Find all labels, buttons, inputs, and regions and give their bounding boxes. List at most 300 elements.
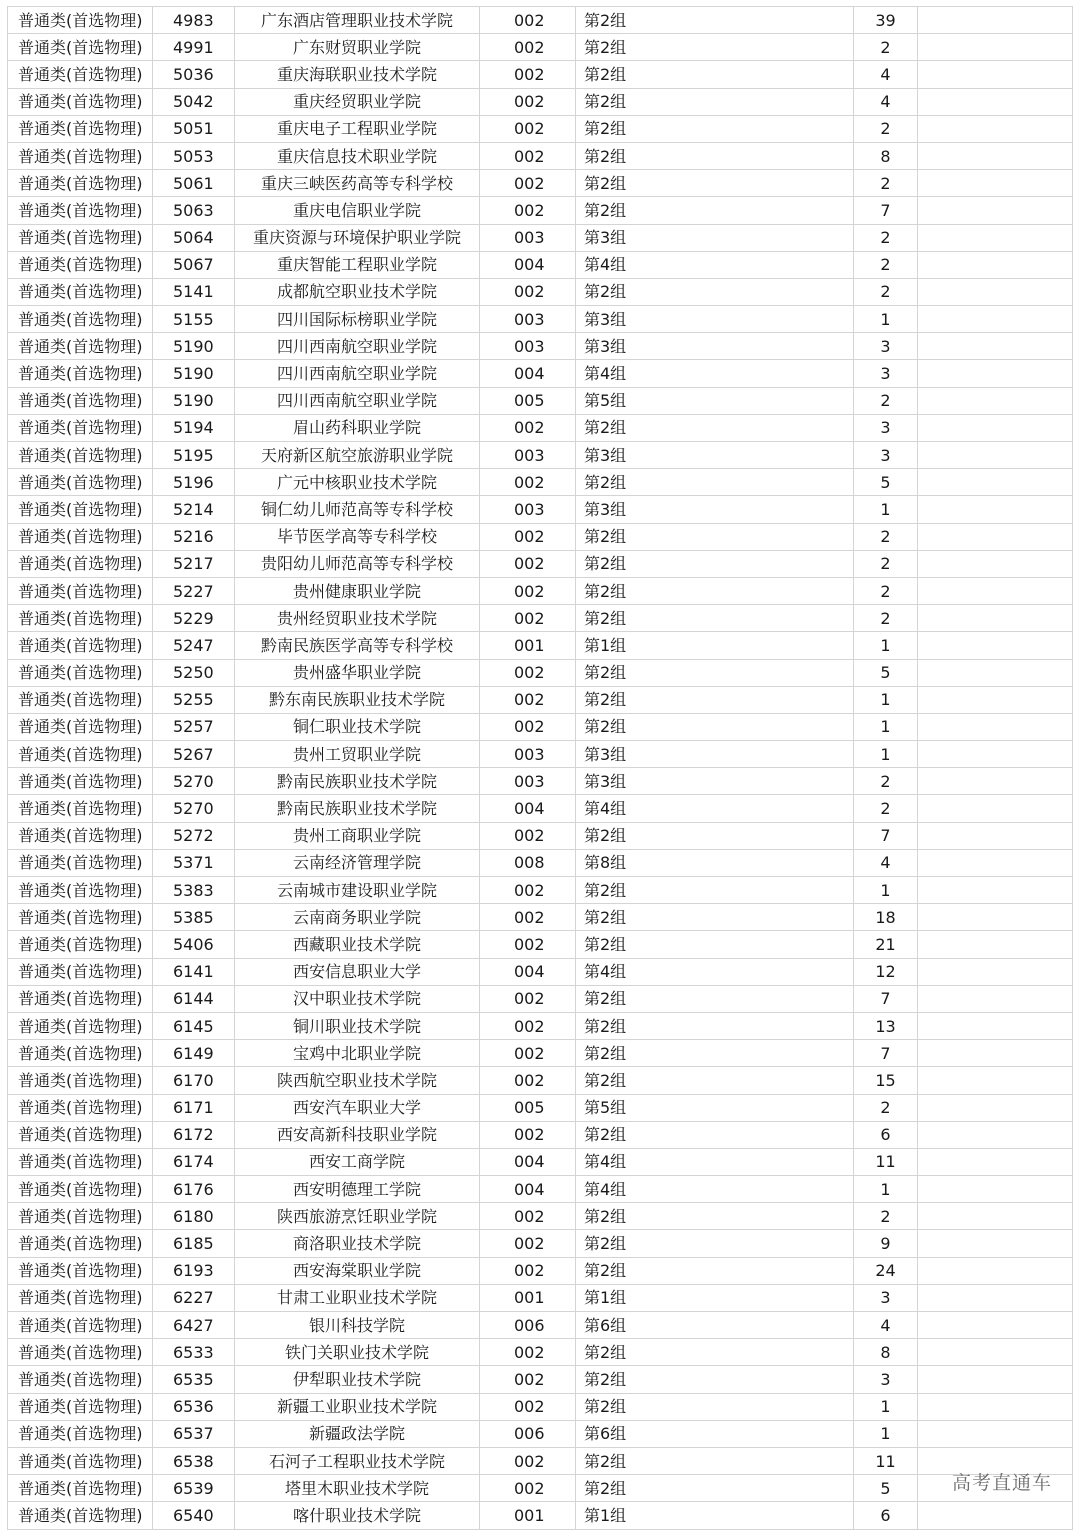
plan-count-cell: 4 <box>854 849 918 876</box>
school-name-cell: 成都航空职业技术学院 <box>235 278 480 305</box>
school-name-cell: 陕西旅游烹饪职业学院 <box>235 1203 480 1230</box>
school-code-cell: 5371 <box>153 849 235 876</box>
table-row <box>8 1312 1073 1339</box>
empty-cell <box>918 306 1073 333</box>
plan-count-cell: 2 <box>854 224 918 251</box>
group-code-cell: 002 <box>480 34 576 61</box>
group-code-cell: 002 <box>480 1012 576 1039</box>
category-cell: 普通类(首选物理) <box>8 278 153 305</box>
empty-cell <box>918 768 1073 795</box>
group-name-cell: 第4组 <box>576 1148 854 1175</box>
school-code-cell: 5270 <box>153 795 235 822</box>
group-name-cell: 第2组 <box>576 985 854 1012</box>
school-name-cell: 重庆海联职业技术学院 <box>235 61 480 88</box>
group-code-cell: 006 <box>480 1420 576 1447</box>
plan-count-cell: 1 <box>854 1420 918 1447</box>
group-name-cell: 第2组 <box>576 1040 854 1067</box>
category-cell: 普通类(首选物理) <box>8 577 153 604</box>
plan-count-cell: 1 <box>854 1393 918 1420</box>
category-cell: 普通类(首选物理) <box>8 496 153 523</box>
plan-count-cell: 5 <box>854 469 918 496</box>
empty-cell <box>918 224 1073 251</box>
plan-count-cell: 1 <box>854 686 918 713</box>
plan-count-cell: 3 <box>854 333 918 360</box>
category-cell: 普通类(首选物理) <box>8 1176 153 1203</box>
table-row <box>8 34 1073 61</box>
group-name-cell: 第6组 <box>576 1420 854 1447</box>
table-row <box>8 142 1073 169</box>
category-cell: 普通类(首选物理) <box>8 931 153 958</box>
table-row <box>8 197 1073 224</box>
empty-cell <box>918 1148 1073 1175</box>
school-code-cell: 4991 <box>153 34 235 61</box>
school-name-cell: 喀什职业技术学院 <box>235 1502 480 1529</box>
school-name-cell: 甘肃工业职业技术学院 <box>235 1284 480 1311</box>
group-code-cell: 003 <box>480 306 576 333</box>
group-name-cell: 第3组 <box>576 224 854 251</box>
empty-cell <box>918 958 1073 985</box>
plan-count-cell: 3 <box>854 360 918 387</box>
school-name-cell: 银川科技学院 <box>235 1312 480 1339</box>
group-code-cell: 002 <box>480 1203 576 1230</box>
plan-count-cell: 2 <box>854 387 918 414</box>
category-cell: 普通类(首选物理) <box>8 34 153 61</box>
table-row <box>8 414 1073 441</box>
school-name-cell: 西安明德理工学院 <box>235 1176 480 1203</box>
school-name-cell: 铁门关职业技术学院 <box>235 1339 480 1366</box>
empty-cell <box>918 523 1073 550</box>
category-cell: 普通类(首选物理) <box>8 387 153 414</box>
table-row <box>8 795 1073 822</box>
plan-count-cell: 2 <box>854 251 918 278</box>
group-code-cell: 002 <box>480 1121 576 1148</box>
table-row <box>8 713 1073 740</box>
group-name-cell: 第2组 <box>576 170 854 197</box>
school-code-cell: 5061 <box>153 170 235 197</box>
group-name-cell: 第3组 <box>576 306 854 333</box>
empty-cell <box>918 387 1073 414</box>
empty-cell <box>918 1420 1073 1447</box>
school-name-cell: 云南经济管理学院 <box>235 849 480 876</box>
table-row <box>8 877 1073 904</box>
school-name-cell: 西安高新科技职业学院 <box>235 1121 480 1148</box>
group-code-cell: 002 <box>480 550 576 577</box>
plan-count-cell: 1 <box>854 496 918 523</box>
table-row <box>8 1393 1073 1420</box>
school-name-cell: 重庆三峡医药高等专科学校 <box>235 170 480 197</box>
table-row <box>8 1148 1073 1175</box>
plan-count-cell: 2 <box>854 34 918 61</box>
school-code-cell: 5155 <box>153 306 235 333</box>
group-name-cell: 第2组 <box>576 686 854 713</box>
empty-cell <box>918 278 1073 305</box>
table-row <box>8 306 1073 333</box>
table-row <box>8 1475 1073 1502</box>
plan-count-cell: 2 <box>854 1203 918 1230</box>
school-code-cell: 5406 <box>153 931 235 958</box>
category-cell: 普通类(首选物理) <box>8 1067 153 1094</box>
table-row <box>8 1067 1073 1094</box>
table-row <box>8 822 1073 849</box>
school-name-cell: 重庆信息技术职业学院 <box>235 142 480 169</box>
school-code-cell: 5141 <box>153 278 235 305</box>
admission-table <box>7 6 1073 1530</box>
school-name-cell: 陕西航空职业技术学院 <box>235 1067 480 1094</box>
group-code-cell: 002 <box>480 88 576 115</box>
group-name-cell: 第5组 <box>576 387 854 414</box>
school-code-cell: 5042 <box>153 88 235 115</box>
school-code-cell: 6144 <box>153 985 235 1012</box>
table-row <box>8 1339 1073 1366</box>
plan-count-cell: 13 <box>854 1012 918 1039</box>
school-name-cell: 重庆电子工程职业学院 <box>235 115 480 142</box>
category-cell: 普通类(首选物理) <box>8 469 153 496</box>
group-code-cell: 003 <box>480 333 576 360</box>
school-code-cell: 5385 <box>153 904 235 931</box>
group-code-cell: 005 <box>480 387 576 414</box>
table-row <box>8 605 1073 632</box>
category-cell: 普通类(首选物理) <box>8 1502 153 1529</box>
group-name-cell: 第2组 <box>576 577 854 604</box>
plan-count-cell: 9 <box>854 1230 918 1257</box>
group-name-cell: 第1组 <box>576 1284 854 1311</box>
school-name-cell: 重庆电信职业学院 <box>235 197 480 224</box>
plan-count-cell: 4 <box>854 61 918 88</box>
table-row <box>8 7 1073 34</box>
school-code-cell: 5217 <box>153 550 235 577</box>
group-code-cell: 002 <box>480 1339 576 1366</box>
school-code-cell: 6538 <box>153 1447 235 1474</box>
group-code-cell: 002 <box>480 1230 576 1257</box>
category-cell: 普通类(首选物理) <box>8 7 153 34</box>
category-cell: 普通类(首选物理) <box>8 632 153 659</box>
category-cell: 普通类(首选物理) <box>8 142 153 169</box>
school-name-cell: 西安工商学院 <box>235 1148 480 1175</box>
school-name-cell: 重庆资源与环境保护职业学院 <box>235 224 480 251</box>
table-row <box>8 1284 1073 1311</box>
table-row <box>8 1121 1073 1148</box>
group-name-cell: 第3组 <box>576 741 854 768</box>
group-name-cell: 第2组 <box>576 1475 854 1502</box>
school-code-cell: 5257 <box>153 713 235 740</box>
plan-count-cell: 7 <box>854 985 918 1012</box>
plan-count-cell: 1 <box>854 713 918 740</box>
school-code-cell: 6427 <box>153 1312 235 1339</box>
group-code-cell: 002 <box>480 115 576 142</box>
group-name-cell: 第2组 <box>576 1012 854 1039</box>
category-cell: 普通类(首选物理) <box>8 985 153 1012</box>
empty-cell <box>918 1040 1073 1067</box>
table-row <box>8 1040 1073 1067</box>
empty-cell <box>918 469 1073 496</box>
category-cell: 普通类(首选物理) <box>8 1121 153 1148</box>
school-code-cell: 4983 <box>153 7 235 34</box>
group-name-cell: 第2组 <box>576 197 854 224</box>
group-name-cell: 第2组 <box>576 904 854 931</box>
group-name-cell: 第2组 <box>576 713 854 740</box>
table-row <box>8 496 1073 523</box>
school-code-cell: 5063 <box>153 197 235 224</box>
school-name-cell: 贵州经贸职业技术学院 <box>235 605 480 632</box>
group-name-cell: 第2组 <box>576 1257 854 1284</box>
plan-count-cell: 3 <box>854 442 918 469</box>
empty-cell <box>918 1393 1073 1420</box>
school-name-cell: 四川西南航空职业学院 <box>235 333 480 360</box>
school-code-cell: 5190 <box>153 360 235 387</box>
school-name-cell: 黔南民族职业技术学院 <box>235 795 480 822</box>
empty-cell <box>918 1012 1073 1039</box>
school-code-cell: 6533 <box>153 1339 235 1366</box>
group-name-cell: 第2组 <box>576 142 854 169</box>
school-name-cell: 眉山药科职业学院 <box>235 414 480 441</box>
plan-count-cell: 2 <box>854 768 918 795</box>
category-cell: 普通类(首选物理) <box>8 1257 153 1284</box>
table-row <box>8 659 1073 686</box>
school-code-cell: 5196 <box>153 469 235 496</box>
group-code-cell: 002 <box>480 1257 576 1284</box>
group-name-cell: 第2组 <box>576 469 854 496</box>
group-name-cell: 第5组 <box>576 1094 854 1121</box>
category-cell: 普通类(首选物理) <box>8 1203 153 1230</box>
table-row <box>8 61 1073 88</box>
plan-count-cell: 11 <box>854 1447 918 1474</box>
table-row <box>8 360 1073 387</box>
school-name-cell: 黔东南民族职业技术学院 <box>235 686 480 713</box>
group-code-cell: 004 <box>480 360 576 387</box>
group-code-cell: 004 <box>480 251 576 278</box>
empty-cell <box>918 822 1073 849</box>
empty-cell <box>918 1203 1073 1230</box>
category-cell: 普通类(首选物理) <box>8 904 153 931</box>
empty-cell <box>918 115 1073 142</box>
school-name-cell: 四川国际标榜职业学院 <box>235 306 480 333</box>
plan-count-cell: 8 <box>854 1339 918 1366</box>
school-code-cell: 5229 <box>153 605 235 632</box>
school-code-cell: 6227 <box>153 1284 235 1311</box>
category-cell: 普通类(首选物理) <box>8 251 153 278</box>
category-cell: 普通类(首选物理) <box>8 768 153 795</box>
school-code-cell: 6539 <box>153 1475 235 1502</box>
plan-count-cell: 1 <box>854 741 918 768</box>
table-row <box>8 904 1073 931</box>
empty-cell <box>918 1366 1073 1393</box>
school-name-cell: 新疆工业职业技术学院 <box>235 1393 480 1420</box>
category-cell: 普通类(首选物理) <box>8 1339 153 1366</box>
category-cell: 普通类(首选物理) <box>8 115 153 142</box>
empty-cell <box>918 1284 1073 1311</box>
group-code-cell: 002 <box>480 931 576 958</box>
empty-cell <box>918 605 1073 632</box>
category-cell: 普通类(首选物理) <box>8 958 153 985</box>
group-name-cell: 第2组 <box>576 659 854 686</box>
category-cell: 普通类(首选物理) <box>8 333 153 360</box>
category-cell: 普通类(首选物理) <box>8 224 153 251</box>
group-name-cell: 第2组 <box>576 115 854 142</box>
school-code-cell: 5255 <box>153 686 235 713</box>
group-name-cell: 第2组 <box>576 1230 854 1257</box>
plan-count-cell: 3 <box>854 1366 918 1393</box>
category-cell: 普通类(首选物理) <box>8 170 153 197</box>
empty-cell <box>918 904 1073 931</box>
empty-cell <box>918 741 1073 768</box>
group-name-cell: 第2组 <box>576 1393 854 1420</box>
group-code-cell: 005 <box>480 1094 576 1121</box>
group-name-cell: 第3组 <box>576 442 854 469</box>
group-name-cell: 第4组 <box>576 1176 854 1203</box>
school-name-cell: 西藏职业技术学院 <box>235 931 480 958</box>
category-cell: 普通类(首选物理) <box>8 877 153 904</box>
category-cell: 普通类(首选物理) <box>8 306 153 333</box>
school-code-cell: 5247 <box>153 632 235 659</box>
plan-count-cell: 2 <box>854 523 918 550</box>
empty-cell <box>918 713 1073 740</box>
plan-count-cell: 2 <box>854 115 918 142</box>
school-code-cell: 6535 <box>153 1366 235 1393</box>
category-cell: 普通类(首选物理) <box>8 88 153 115</box>
group-name-cell: 第2组 <box>576 34 854 61</box>
plan-count-cell: 6 <box>854 1121 918 1148</box>
group-name-cell: 第2组 <box>576 7 854 34</box>
group-name-cell: 第2组 <box>576 1067 854 1094</box>
table-row <box>8 523 1073 550</box>
school-name-cell: 贵州健康职业学院 <box>235 577 480 604</box>
group-name-cell: 第2组 <box>576 1447 854 1474</box>
group-code-cell: 002 <box>480 1067 576 1094</box>
table-row <box>8 768 1073 795</box>
group-name-cell: 第2组 <box>576 550 854 577</box>
category-cell: 普通类(首选物理) <box>8 659 153 686</box>
category-cell: 普通类(首选物理) <box>8 822 153 849</box>
school-code-cell: 6185 <box>153 1230 235 1257</box>
school-code-cell: 6170 <box>153 1067 235 1094</box>
school-code-cell: 5267 <box>153 741 235 768</box>
plan-count-cell: 2 <box>854 1094 918 1121</box>
school-code-cell: 6537 <box>153 1420 235 1447</box>
group-code-cell: 004 <box>480 1176 576 1203</box>
table-row <box>8 958 1073 985</box>
plan-count-cell: 7 <box>854 1040 918 1067</box>
plan-count-cell: 2 <box>854 278 918 305</box>
group-code-cell: 002 <box>480 170 576 197</box>
category-cell: 普通类(首选物理) <box>8 795 153 822</box>
plan-count-cell: 15 <box>854 1067 918 1094</box>
table-row <box>8 985 1073 1012</box>
empty-cell <box>918 659 1073 686</box>
plan-count-cell: 12 <box>854 958 918 985</box>
group-code-cell: 002 <box>480 577 576 604</box>
school-code-cell: 6172 <box>153 1121 235 1148</box>
group-name-cell: 第4组 <box>576 360 854 387</box>
group-name-cell: 第2组 <box>576 61 854 88</box>
table-row <box>8 1230 1073 1257</box>
plan-count-cell: 4 <box>854 88 918 115</box>
category-cell: 普通类(首选物理) <box>8 61 153 88</box>
school-name-cell: 四川西南航空职业学院 <box>235 387 480 414</box>
category-cell: 普通类(首选物理) <box>8 741 153 768</box>
empty-cell <box>918 577 1073 604</box>
school-name-cell: 贵州工贸职业学院 <box>235 741 480 768</box>
table-row <box>8 1203 1073 1230</box>
school-name-cell: 毕节医学高等专科学校 <box>235 523 480 550</box>
school-name-cell: 云南城市建设职业学院 <box>235 877 480 904</box>
plan-count-cell: 2 <box>854 605 918 632</box>
group-code-cell: 001 <box>480 1502 576 1529</box>
school-name-cell: 广东酒店管理职业技术学院 <box>235 7 480 34</box>
plan-count-cell: 3 <box>854 1284 918 1311</box>
school-code-cell: 5214 <box>153 496 235 523</box>
category-cell: 普通类(首选物理) <box>8 1366 153 1393</box>
school-code-cell: 5383 <box>153 877 235 904</box>
category-cell: 普通类(首选物理) <box>8 550 153 577</box>
empty-cell <box>918 1502 1073 1529</box>
plan-count-cell: 18 <box>854 904 918 931</box>
empty-cell <box>918 170 1073 197</box>
group-code-cell: 004 <box>480 958 576 985</box>
table-row <box>8 251 1073 278</box>
plan-count-cell: 6 <box>854 1502 918 1529</box>
school-name-cell: 贵州盛华职业学院 <box>235 659 480 686</box>
group-name-cell: 第4组 <box>576 795 854 822</box>
school-name-cell: 广元中核职业技术学院 <box>235 469 480 496</box>
group-name-cell: 第1组 <box>576 1502 854 1529</box>
category-cell: 普通类(首选物理) <box>8 1393 153 1420</box>
school-name-cell: 铜川职业技术学院 <box>235 1012 480 1039</box>
school-code-cell: 5272 <box>153 822 235 849</box>
group-name-cell: 第2组 <box>576 1339 854 1366</box>
category-cell: 普通类(首选物理) <box>8 1094 153 1121</box>
group-code-cell: 002 <box>480 1447 576 1474</box>
school-code-cell: 6180 <box>153 1203 235 1230</box>
plan-count-cell: 3 <box>854 414 918 441</box>
empty-cell <box>918 1312 1073 1339</box>
school-name-cell: 黔南民族医学高等专科学校 <box>235 632 480 659</box>
empty-cell <box>918 686 1073 713</box>
group-code-cell: 002 <box>480 713 576 740</box>
plan-count-cell: 2 <box>854 795 918 822</box>
school-code-cell: 5064 <box>153 224 235 251</box>
group-name-cell: 第4组 <box>576 958 854 985</box>
table-row <box>8 550 1073 577</box>
table-row <box>8 88 1073 115</box>
category-cell: 普通类(首选物理) <box>8 713 153 740</box>
empty-cell <box>918 1121 1073 1148</box>
group-code-cell: 004 <box>480 795 576 822</box>
school-name-cell: 商洛职业技术学院 <box>235 1230 480 1257</box>
school-code-cell: 5216 <box>153 523 235 550</box>
school-code-cell: 5051 <box>153 115 235 142</box>
empty-cell <box>918 61 1073 88</box>
school-code-cell: 5227 <box>153 577 235 604</box>
table-row <box>8 849 1073 876</box>
school-code-cell: 6176 <box>153 1176 235 1203</box>
school-name-cell: 云南商务职业学院 <box>235 904 480 931</box>
category-cell: 普通类(首选物理) <box>8 197 153 224</box>
group-code-cell: 002 <box>480 469 576 496</box>
plan-count-cell: 7 <box>854 197 918 224</box>
table-row <box>8 1420 1073 1447</box>
table-row <box>8 1447 1073 1474</box>
plan-count-cell: 1 <box>854 1176 918 1203</box>
group-code-cell: 003 <box>480 496 576 523</box>
empty-cell <box>918 7 1073 34</box>
group-code-cell: 002 <box>480 1475 576 1502</box>
table-row <box>8 278 1073 305</box>
plan-count-cell: 21 <box>854 931 918 958</box>
empty-cell <box>918 795 1073 822</box>
school-name-cell: 宝鸡中北职业学院 <box>235 1040 480 1067</box>
empty-cell <box>918 496 1073 523</box>
school-code-cell: 5067 <box>153 251 235 278</box>
